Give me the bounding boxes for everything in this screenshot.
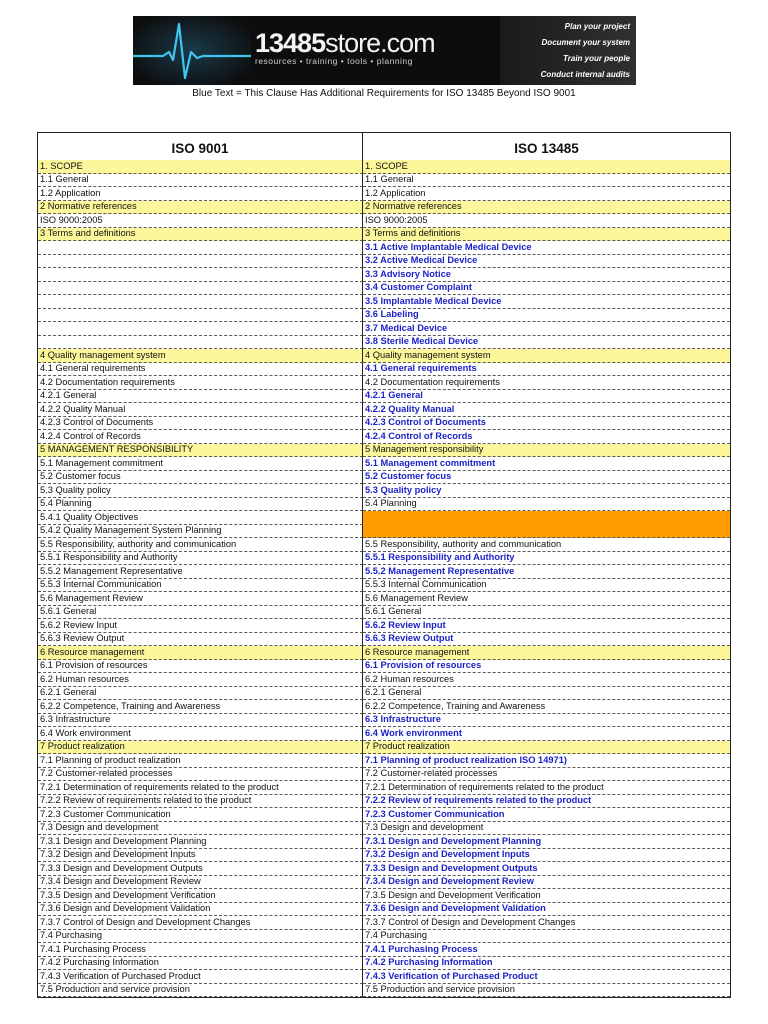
iso13485-clause: 5.5 Responsibility, authority and communication bbox=[363, 538, 730, 552]
iso13485-clause: 5.6.2 Review Input bbox=[363, 619, 730, 633]
iso13485-clause: 4.1 General requirements bbox=[363, 363, 730, 377]
iso13485-clause: 7.3.1 Design and Development Planning bbox=[363, 835, 730, 849]
iso9001-clause bbox=[38, 255, 363, 269]
iso13485-clause: 7.3.6 Design and Development Validation bbox=[363, 903, 730, 917]
iso13485-clause: 3 Terms and definitions bbox=[363, 228, 730, 242]
iso13485-clause: 2 Normative references bbox=[363, 201, 730, 215]
iso9001-clause: 5.5.2 Management Representative bbox=[38, 565, 363, 579]
iso9001-clause: 5.5.3 Internal Communication bbox=[38, 579, 363, 593]
iso9001-clause: 4.1 General requirements bbox=[38, 363, 363, 377]
iso9001-clause: 7.3 Design and development bbox=[38, 822, 363, 836]
iso9001-clause: 7.2.3 Customer Communication bbox=[38, 808, 363, 822]
iso9001-clause: 7.4.2 Purchasing Information bbox=[38, 957, 363, 971]
iso13485-clause: 1. SCOPE bbox=[363, 160, 730, 174]
iso13485-clause: 7.3.5 Design and Development Verification bbox=[363, 889, 730, 903]
iso9001-clause bbox=[38, 268, 363, 282]
iso9001-clause bbox=[38, 241, 363, 255]
iso9001-clause: 1.1 General bbox=[38, 174, 363, 188]
iso9001-clause: 7.3.1 Design and Development Planning bbox=[38, 835, 363, 849]
iso13485-clause: ISO 9000:2005 bbox=[363, 214, 730, 228]
iso13485-clause: 4.2.1 General bbox=[363, 390, 730, 404]
iso9001-clause: 4.2.3 Control of Documents bbox=[38, 417, 363, 431]
iso13485-clause: 7.3.4 Design and Development Review bbox=[363, 876, 730, 890]
iso9001-clause: 5.5.1 Responsibility and Authority bbox=[38, 552, 363, 566]
iso9001-clause: 7.4 Purchasing bbox=[38, 930, 363, 944]
iso13485-clause: 7.4.2 Purchasing Information bbox=[363, 957, 730, 971]
iso9001-clause: 5.6 Management Review bbox=[38, 592, 363, 606]
iso9001-clause: 7.3.5 Design and Development Verification bbox=[38, 889, 363, 903]
iso9001-clause: 7.3.4 Design and Development Review bbox=[38, 876, 363, 890]
iso13485-clause: 6.1 Provision of resources bbox=[363, 660, 730, 674]
iso9001-clause: 7.3.6 Design and Development Validation bbox=[38, 903, 363, 917]
iso13485-clause: 6 Resource management bbox=[363, 646, 730, 660]
brand-logo[interactable]: 13485store.com resources • training • tools • planning bbox=[255, 28, 435, 66]
iso9001-clause: 6 Resource management bbox=[38, 646, 363, 660]
clause-comparison-table bbox=[37, 132, 731, 998]
iso9001-clause: 6.2.1 General bbox=[38, 687, 363, 701]
iso9001-clause: 1. SCOPE bbox=[38, 160, 363, 174]
iso13485-clause: 4.2 Documentation requirements bbox=[363, 376, 730, 390]
iso13485-clause: 7.1 Planning of product realization ISO 14971) bbox=[363, 754, 730, 768]
iso13485-clause: 7.2.2 Review of requirements related to the product bbox=[363, 795, 730, 809]
iso13485-clause: 5.6.3 Review Output bbox=[363, 633, 730, 647]
iso13485-clause: 5.2 Customer focus bbox=[363, 471, 730, 485]
iso9001-clause: 7 Product realization bbox=[38, 741, 363, 755]
iso9001-clause: 4 Quality management system bbox=[38, 349, 363, 363]
iso13485-clause: 1.1 General bbox=[363, 174, 730, 188]
iso13485-clause: 6.3 Infrastructure bbox=[363, 714, 730, 728]
tagline-list bbox=[500, 16, 636, 85]
iso9001-clause: 7.3.2 Design and Development Inputs bbox=[38, 849, 363, 863]
iso9001-clause: 6.2 Human resources bbox=[38, 673, 363, 687]
iso9001-clause: 6.2.2 Competence, Training and Awareness bbox=[38, 700, 363, 714]
iso9001-clause: 5.6.3 Review Output bbox=[38, 633, 363, 647]
iso13485-clause: 7.3 Design and development bbox=[363, 822, 730, 836]
tagline-audit: Conduct internal audits bbox=[540, 69, 630, 79]
iso9001-clause: 2 Normative references bbox=[38, 201, 363, 215]
iso9001-clause: 5.4.1 Quality Objectives bbox=[38, 511, 363, 525]
iso9001-clause: 7.2.2 Review of requirements related to the product bbox=[38, 795, 363, 809]
iso9001-clause: 7.2.1 Determination of requirements related to the product bbox=[38, 781, 363, 795]
iso9001-clause: 5.3 Quality policy bbox=[38, 484, 363, 498]
brand-tagline: resources • training • tools • planning bbox=[255, 56, 413, 66]
tagline-document: Document your system bbox=[541, 38, 630, 48]
iso13485-clause: 6.4 Work environment bbox=[363, 727, 730, 741]
iso13485-clause: 5.6.1 General bbox=[363, 606, 730, 620]
iso13485-clause: 6.2 Human resources bbox=[363, 673, 730, 687]
iso13485-clause: 7.3.7 Control of Design and Development Changes bbox=[363, 916, 730, 930]
iso13485-clause: 3.2 Active Medical Device bbox=[363, 255, 730, 269]
iso9001-clause: 4.2.2 Quality Manual bbox=[38, 403, 363, 417]
iso13485-clause: 7.4 Purchasing bbox=[363, 930, 730, 944]
iso13485-clause: 4.2.4 Control of Records bbox=[363, 430, 730, 444]
iso9001-clause: 7.4.3 Verification of Purchased Product bbox=[38, 970, 363, 984]
iso13485-clause: 5.5.2 Management Representative bbox=[363, 565, 730, 579]
iso9001-clause: 5.6.2 Review Input bbox=[38, 619, 363, 633]
iso13485-clause: 3.3 Advisory Notice bbox=[363, 268, 730, 282]
iso9001-clause bbox=[38, 309, 363, 323]
iso9001-clause: 7.5 Production and service provision bbox=[38, 984, 363, 998]
iso9001-clause: 7.1 Planning of product realization bbox=[38, 754, 363, 768]
iso9001-clause bbox=[38, 282, 363, 296]
header-iso-13485: ISO 13485 bbox=[514, 140, 579, 156]
iso13485-clause: 7.2 Customer-related processes bbox=[363, 768, 730, 782]
iso13485-clause: 5.5.1 Responsibility and Authority bbox=[363, 552, 730, 566]
iso13485-clause: 4.2.3 Control of Documents bbox=[363, 417, 730, 431]
iso9001-clause: 5.4 Planning bbox=[38, 498, 363, 512]
iso9001-clause: 3 Terms and definitions bbox=[38, 228, 363, 242]
iso9001-clause: 5.2 Customer focus bbox=[38, 471, 363, 485]
iso13485-clause: 3.1 Active Implantable Medical Device bbox=[363, 241, 730, 255]
iso13485-clause: 7.5 Production and service provision bbox=[363, 984, 730, 998]
iso9001-clause: 4.2 Documentation requirements bbox=[38, 376, 363, 390]
iso13485-clause: 7.4.3 Verification of Purchased Product bbox=[363, 970, 730, 984]
iso13485-clause: 3.7 Medical Device bbox=[363, 322, 730, 336]
iso9001-clause bbox=[38, 295, 363, 309]
iso9001-clause: 7.4.1 Purchasing Process bbox=[38, 943, 363, 957]
iso9001-clause: 4.2.1 General bbox=[38, 390, 363, 404]
iso13485-clause: 6.2.1 General bbox=[363, 687, 730, 701]
iso9001-clause: 1.2 Application bbox=[38, 187, 363, 201]
iso9001-clause: 5 MANAGEMENT RESPONSIBILITY bbox=[38, 444, 363, 458]
iso13485-clause: 3.4 Customer Complaint bbox=[363, 282, 730, 296]
iso13485-clause: 3.6 Labeling bbox=[363, 309, 730, 323]
iso9001-clause: 5.4.2 Quality Management System Planning bbox=[38, 525, 363, 539]
iso13485-clause: 3.5 Implantable Medical Device bbox=[363, 295, 730, 309]
iso13485-clause: 3.8 Sterile Medical Device bbox=[363, 336, 730, 350]
iso13485-clause: 7.3.3 Design and Development Outputs bbox=[363, 862, 730, 876]
iso9001-clause bbox=[38, 336, 363, 350]
iso13485-clause: 7.4.1 Purchasing Process bbox=[363, 943, 730, 957]
iso13485-clause: 5.1 Management commitment bbox=[363, 457, 730, 471]
iso9001-clause bbox=[38, 322, 363, 336]
iso9001-clause: 5.6.1 General bbox=[38, 606, 363, 620]
iso13485-clause: 4 Quality management system bbox=[363, 349, 730, 363]
heartbeat-icon bbox=[133, 16, 251, 85]
iso13485-clause: 5.3 Quality policy bbox=[363, 484, 730, 498]
iso9001-clause: 5.1 Management commitment bbox=[38, 457, 363, 471]
iso9001-clause: 4.2.4 Control of Records bbox=[38, 430, 363, 444]
iso9001-clause: 6.3 Infrastructure bbox=[38, 714, 363, 728]
iso13485-clause: 5 Management responsibility bbox=[363, 444, 730, 458]
iso13485-clause: 5.4 Planning bbox=[363, 498, 730, 512]
iso9001-clause: 5.5 Responsibility, authority and communication bbox=[38, 538, 363, 552]
iso13485-clause: 1.2 Application bbox=[363, 187, 730, 201]
tagline-plan: Plan your project bbox=[564, 22, 630, 32]
iso13485-clause: 7.3.2 Design and Development Inputs bbox=[363, 849, 730, 863]
iso13485-clause: 7.2.1 Determination of requirements related to the product bbox=[363, 781, 730, 795]
iso9001-clause: 6.4 Work environment bbox=[38, 727, 363, 741]
iso13485-clause: 5.5.3 Internal Communication bbox=[363, 579, 730, 593]
tagline-train: Train your people bbox=[563, 53, 630, 63]
iso9001-clause: 7.2 Customer-related processes bbox=[38, 768, 363, 782]
iso9001-clause: 7.3.3 Design and Development Outputs bbox=[38, 862, 363, 876]
iso13485-clause: 4.2.2 Quality Manual bbox=[363, 403, 730, 417]
iso13485-empty-block bbox=[363, 511, 730, 538]
store-banner bbox=[133, 16, 636, 85]
iso9001-clause: 6.1 Provision of resources bbox=[38, 660, 363, 674]
iso13485-clause: 7 Product realization bbox=[363, 741, 730, 755]
legend-note: Blue Text = This Clause Has Additional Requirements for ISO 13485 Beyond ISO 9001 bbox=[192, 88, 576, 99]
header-iso-9001: ISO 9001 bbox=[38, 133, 363, 160]
iso9001-clause: ISO 9000:2005 bbox=[38, 214, 363, 228]
iso13485-clause: 7.2.3 Customer Communication bbox=[363, 808, 730, 822]
iso9001-clause: 7.3.7 Control of Design and Development Changes bbox=[38, 916, 363, 930]
iso13485-clause: 6.2.2 Competence, Training and Awareness bbox=[363, 700, 730, 714]
iso13485-clause: 5.6 Management Review bbox=[363, 592, 730, 606]
